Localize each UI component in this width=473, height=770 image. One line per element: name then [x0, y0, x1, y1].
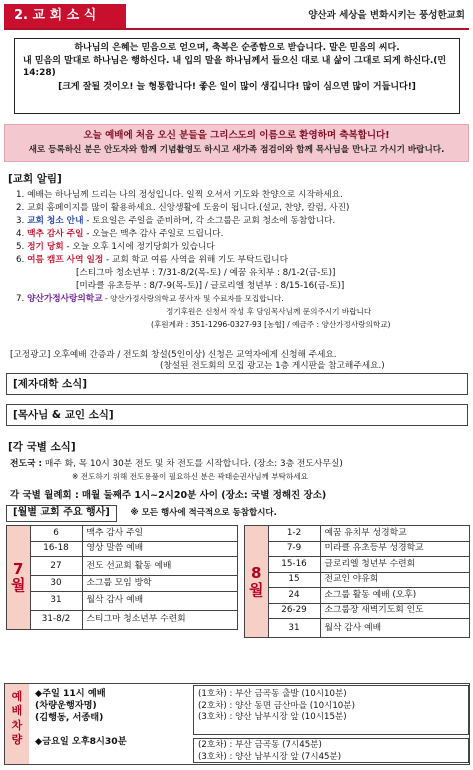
notice-item-1: 1. 예배는 하나님께 드리는 나의 정성입니다. 일찍 오셔서 기도와 찬양으로 시작하세요.: [16, 190, 343, 200]
event-date: 15-16: [268, 557, 320, 573]
camp-line-1: [스티그마 청소년부 : 7/31-8/2(목-토) / 예꿈 유치부 : 8/1-2(금-토)]: [76, 268, 336, 278]
monthly-events-title: [월별 교회 주요 행사]: [6, 505, 117, 522]
blessing-declaration: [크게 잘될 것이오! 늘 형통합니다! 좋은 일이 많이 생깁니다! 많이 심으면 많이 거둡니다!]: [58, 81, 416, 92]
drivers-names: (김행동, 서종태): [35, 712, 104, 723]
notices-list: [16, 190, 466, 333]
vehicles-label: 예 배 차 량: [5, 684, 29, 764]
event-date: 7-9: [268, 541, 320, 557]
notices-title: [교회 알림]: [8, 173, 62, 185]
route-row: (3호차) : 양산 남부시장 앞 (10시15분): [198, 712, 347, 722]
table-row: [7, 541, 238, 557]
table-row: [7, 591, 238, 610]
table-row: [245, 526, 470, 542]
vehicles-service-times: [35, 688, 193, 748]
route-row: (2호차) : 부산 금곡동 (7시45분): [198, 740, 322, 750]
worship-vehicles: [4, 683, 470, 765]
event-date: 16-18: [30, 541, 82, 557]
seminary-news-title: [제자대학 소식]: [6, 373, 468, 395]
august-schedule: [244, 525, 470, 638]
notice-item-3: 3. 교회 청소 안내 - 토요일은 주일을 준비하며, 각 소그룹은 교회 청소에 동참합니다.: [16, 216, 336, 226]
section-tag: 2. 교 회 소 식: [4, 4, 126, 28]
table-row: [245, 557, 470, 573]
department-news-title: [각 국별 소식]: [8, 441, 76, 453]
event-name: 미라클 유초등부 성경학교: [320, 541, 470, 557]
event-name: 월삭 감사 예배: [320, 619, 470, 638]
school-line-2: (후원계좌 : 351-1296-0327-93 [농협] / 예금주 : 양산가정사랑의학교): [151, 320, 391, 329]
event-date: 31-8/2: [30, 610, 82, 629]
evangelism-note: ※ 전도하기 위해 전도용품이 필요하신 분은 곽태순권사님께 부탁하세요: [72, 472, 308, 481]
table-row: [245, 541, 470, 557]
sunday-routes: [193, 685, 469, 735]
table-row: [245, 619, 470, 638]
camp-line-2: [미라클 유초등부 : 8/7-9(목-토)] / 글로리엘 청년부 : 8/15-16(금-토)]: [76, 281, 345, 291]
blessing-line-2: 내 믿음의 말대로 하나님은 행하신다. 내 입의 말을 하나님께서 들으신 대로 내 삶이 그대로 되게 하신다.(민 14:28): [23, 56, 447, 78]
blessing-box: [14, 38, 460, 114]
event-name: 글로리엘 청년부 수련회: [320, 557, 470, 573]
ad-line-2: (창설된 전도회의 모집 광고는 1층 게시판을 참고해주세요.): [160, 360, 385, 371]
department-news: [10, 459, 470, 503]
blessing-line-1: 하나님의 은혜는 믿음으로 얻으며, 축복은 순종함으로 받습니다. 말은 믿음의 씨다.: [74, 43, 400, 53]
notice-item-5: 5. 정기 당회 - 오늘 오후 1시에 정기당회가 있습니다: [16, 242, 215, 252]
drivers-heading: (차량운행자명): [35, 700, 97, 711]
ad-line-1: [고정광고] 오후예배 간증과 / 전도회 창설(5인이상) 신청은 교역자에게 신청해 주세요.: [10, 350, 337, 360]
event-name: 맥추 감사 주일: [82, 526, 238, 542]
notice-heading: 여름 캠프 사역 일정: [27, 255, 104, 265]
event-name: 소그룹 활동 예배 (오후): [320, 588, 470, 604]
route-row: (2호차) : 양산 동면 금산마을 (10시10분): [198, 700, 355, 711]
event-date: 1-2: [268, 526, 320, 542]
event-name: 월삭 감사 예배: [82, 591, 238, 610]
notice-item-7: 7. 양산가정사랑의학교 - 양산가정사랑의학교 봉사자 및 수료자를 모집합니다.: [16, 294, 284, 304]
july-label: 7 월: [7, 526, 31, 630]
section-header: [4, 4, 469, 30]
event-date: 27: [30, 557, 82, 576]
monthly-meeting-row: [10, 490, 470, 503]
table-row: [7, 576, 238, 592]
event-name: 예꿈 유치부 성경학교: [320, 526, 470, 542]
table-row: [7, 557, 238, 576]
event-date: 6: [30, 526, 82, 542]
notice-item-6: 6. 여름 캠프 사역 일정 - 교회 학교 여름 사역을 위해 기도 부탁드립니다: [16, 255, 288, 265]
notice-item-4: 4. 맥추 감사 주일 - 오늘은 맥추 감사 주일로 드립니다.: [16, 229, 224, 239]
event-name: 전교인 야유회: [320, 572, 470, 588]
evangelism-row: [10, 459, 470, 472]
evangelism-label: 전도국 :: [10, 459, 43, 469]
event-date: 24: [268, 588, 320, 604]
table-row: [7, 526, 238, 542]
event-name: 전도 선교회 활동 예배: [82, 557, 238, 576]
evangelism-text: 매주 화, 목 10시 30분 전도 및 차 전도를 시작합니다. (장소: 3층 전도사무실): [44, 459, 343, 469]
july-schedule: [6, 525, 238, 630]
event-date: 30: [30, 576, 82, 592]
welcome-banner: [4, 124, 469, 162]
friday-service: ◆금요일 오후8시30분: [35, 736, 127, 747]
event-name: 소그룹장 새벽기도회 인도: [320, 603, 470, 619]
table-row: [7, 610, 238, 629]
notice-heading: 양산가정사랑의학교: [27, 294, 103, 304]
friday-routes: [193, 738, 469, 763]
event-date: 31: [268, 619, 320, 638]
monthly-meeting-text: 매월 둘째주 1시~2시20분 사이 (장소: 국별 정해진 장소): [81, 490, 327, 501]
table-row: [245, 588, 470, 604]
event-name: 영상 말씀 예배: [82, 541, 238, 557]
notice-heading: 맥추 감사 주일: [27, 229, 84, 239]
pastor-news-title: [목사님 & 교인 소식]: [6, 404, 468, 426]
monthly-meeting-label: 각 국별 월례회 :: [10, 490, 79, 501]
august-label: 8 월: [245, 526, 269, 638]
table-row: [245, 603, 470, 619]
school-line-1: 정기후원은 신청서 작성 후 담임목사님께 문의주시기 바랍니다: [166, 307, 372, 316]
table-row: [245, 572, 470, 588]
event-date: 31: [30, 591, 82, 610]
church-slogan: 양산과 세상을 변화시키는 풍성한교회: [308, 10, 465, 21]
event-name: 소그룹 모임 방학: [82, 576, 238, 592]
notice-heading: 교회 청소 안내: [27, 216, 84, 226]
event-date: 15: [268, 572, 320, 588]
route-row: (3호차) : 양산 남부시장 앞 (7시45분): [198, 751, 342, 762]
welcome-line-1: 오늘 예배에 처음 오신 분들을 그리스도의 이름으로 환영하며 축복합니다!: [83, 130, 390, 141]
welcome-line-2: 새로 등록하신 분은 안도자와 함께 기념촬영도 하시고 새가족 점검이와 함께 목사님을 만나고 가시기 바랍니다.: [28, 144, 445, 155]
fixed-ad: [10, 350, 466, 372]
notice-item-2: 2. 교회 홈페이지를 많이 활용하세요. 신앙생활에 도움이 됩니다.(설교, 찬양, 칼럼, 사진): [16, 203, 350, 213]
monthly-events-header: [6, 505, 468, 523]
monthly-events-note: ※ 모든 행사에 적극적으로 동참합시다.: [130, 508, 277, 518]
event-name: 스티그마 청소년부 수련회: [82, 610, 238, 629]
event-date: 26-29: [268, 603, 320, 619]
sunday-service: ◆주일 11시 예배: [35, 688, 106, 699]
route-row: (1호차) : 부산 금곡동 출발 (10시10분): [198, 689, 347, 699]
notice-heading: 정기 당회: [27, 242, 64, 252]
